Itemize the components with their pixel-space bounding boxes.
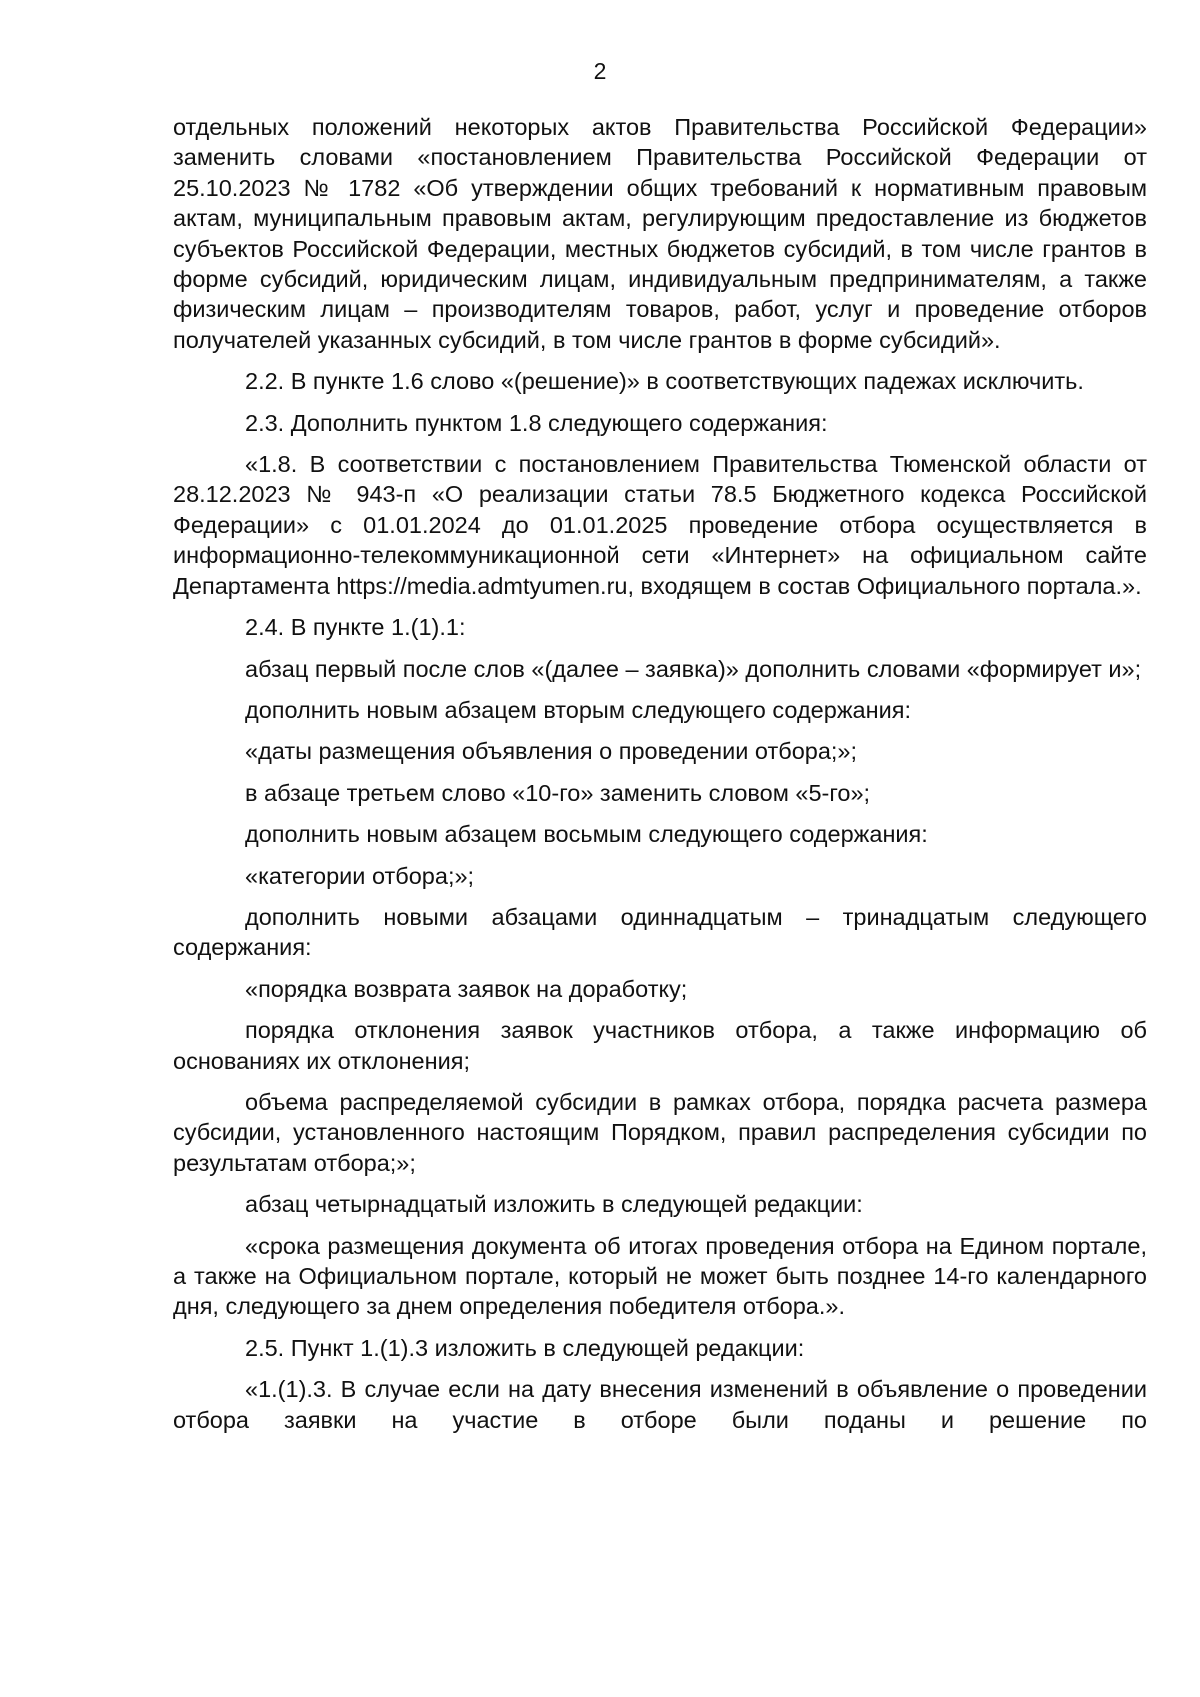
paragraph: отдельных положений некоторых актов Правительства Российской Федерации» заменить словами «постановлением Правительства Российской Федерации от 25.10.2023 № 1782 «Об утверждении общих требований к нормативным правовым актам, муниципальным правовым актам, регулирующим предоставление из бюджетов субъектов Российской Федерации, местных бюджетов субсидий, в том числе грантов в форме субсидий, юридическим лицам, индивидуальным предпринимателям, а также физическим лицам – производителям товаров, работ, услуг и проведение отборов получателей указанных субсидий, в том числе грантов в форме субсидий».	[173, 114, 1147, 353]
paragraph: в абзаце третьем слово «10-го» заменить словом «5-го»;	[245, 779, 871, 806]
paragraph: порядка отклонения заявок участников отбора, а также информацию об основаниях их отклонения;	[173, 1017, 1147, 1074]
paragraph: 2.4. В пункте 1.(1).1:	[245, 614, 466, 641]
paragraph: «категории отбора;»;	[245, 862, 475, 889]
paragraph: дополнить новым абзацем вторым следующего содержания:	[245, 696, 911, 723]
paragraph: «срока размещения документа об итогах проведения отбора на Едином портале, а также на Официальном портале, который не может быть позднее 14-го календарного дня, следующего за днем определения победителя отбора.».	[173, 1232, 1147, 1320]
paragraph: «1.8. В соответствии с постановлением Правительства Тюменской области от 28.12.2023 № 943-п «О реализации статьи 78.5 Бюджетного кодекса Российской Федерации» с 01.01.2024 до 01.01.2025 проведение отбора осуществляется в информационно-телекоммуникационной сети «Интернет» на официальном сайте Департамента https://media.admtyumen.ru, входящем в состав Официального портала.».	[173, 451, 1147, 599]
document-body	[173, 112, 1147, 1446]
paragraph: 2.3. Дополнить пунктом 1.8 следующего содержания:	[245, 409, 828, 436]
paragraph: дополнить новыми абзацами одиннадцатым – тринадцатым следующего содержания:	[173, 903, 1147, 961]
paragraph: 2.5. Пункт 1.(1).3 изложить в следующей редакции:	[245, 1334, 805, 1361]
paragraph: 2.2. В пункте 1.6 слово «(решение)» в соответствующих падежах исключить.	[245, 368, 1084, 395]
paragraph: объема распределяемой субсидии в рамках отбора, порядка расчета размера субсидии, установленного настоящим Порядком, правил распределения субсидии по результатам отбора;»;	[173, 1088, 1147, 1176]
paragraph: дополнить новым абзацем восьмым следующего содержания:	[245, 821, 928, 848]
paragraph: «порядка возврата заявок на доработку;	[245, 975, 688, 1002]
paragraph: абзац первый после слов «(далее – заявка)» дополнить словами «формирует и»;	[245, 655, 1142, 682]
paragraph: «1.(1).3. В случае если на дату внесения изменений в объявление о проведении отбора заявки на участие в отборе были поданы и решение по	[173, 1376, 1147, 1433]
paragraph: абзац четырнадцатый изложить в следующей редакции:	[245, 1191, 863, 1218]
paragraph: «даты размещения объявления о проведении отбора;»;	[245, 738, 858, 765]
page-number: 2	[593, 58, 607, 84]
